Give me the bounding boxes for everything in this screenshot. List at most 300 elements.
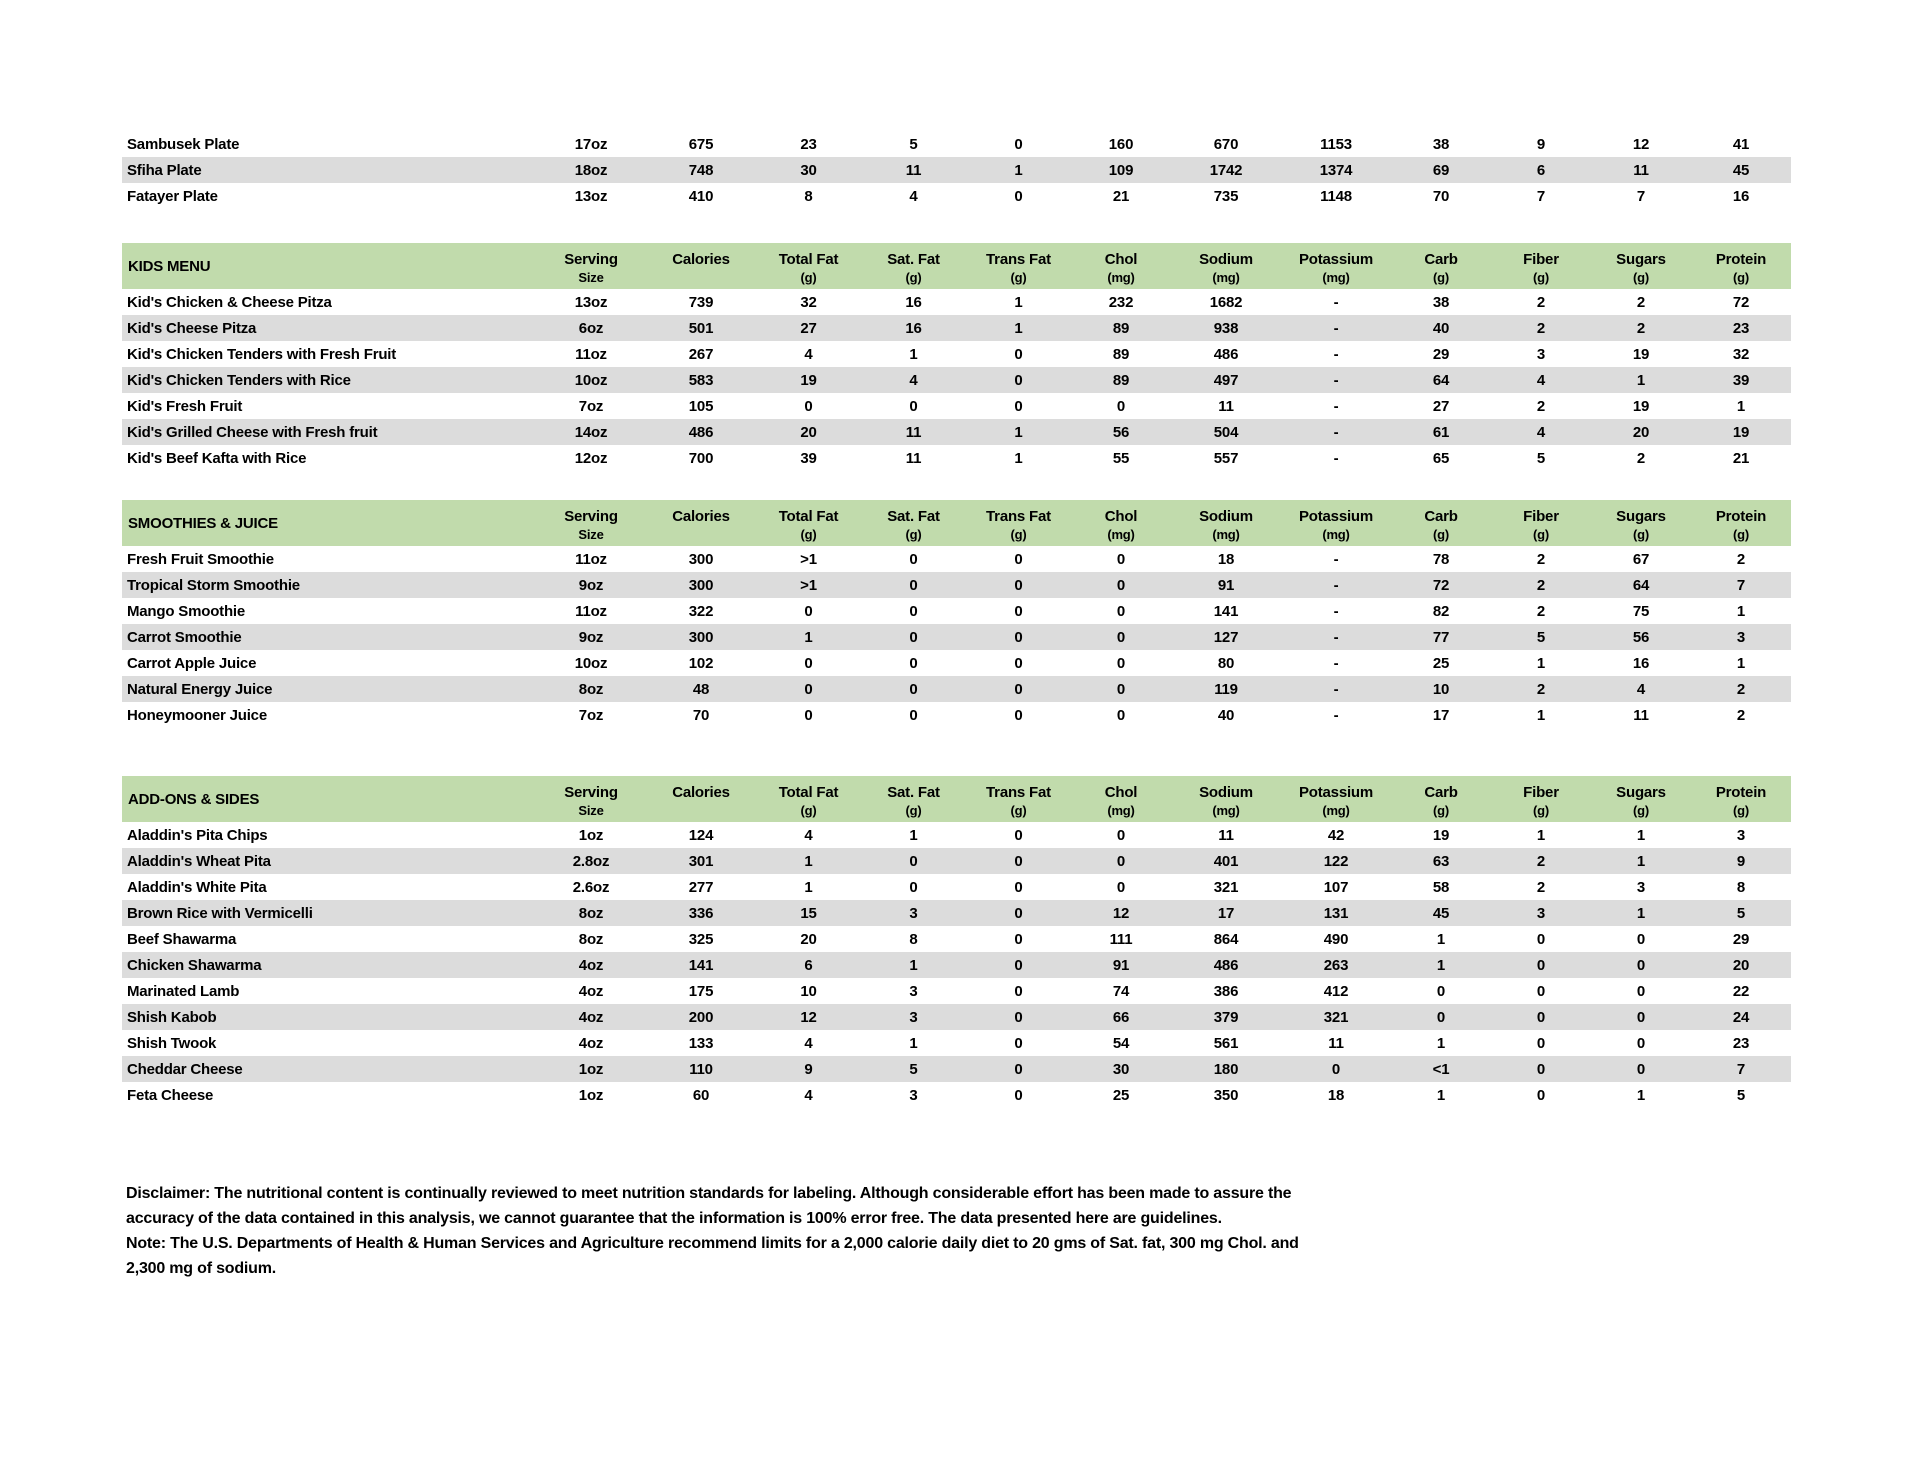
column-header: Total Fat (g) [756, 776, 861, 822]
value-cell: 127 [1171, 624, 1281, 650]
column-header: Sugars (g) [1591, 500, 1691, 546]
value-cell: 6 [756, 952, 861, 978]
value-cell: 42 [1327, 826, 1345, 844]
column-header: Carb (g) [1391, 500, 1491, 546]
table-row [122, 157, 1791, 183]
value-cell: 0 [1591, 1004, 1691, 1030]
value-cell: 4 [1491, 367, 1591, 393]
value-cell: 7 [1691, 1056, 1791, 1082]
value-cell: 0 [1536, 930, 1546, 948]
table-row [122, 952, 1791, 978]
value-cell: 0 [1014, 654, 1023, 672]
value-cell: 80 [1217, 654, 1235, 672]
value-cell: 0 [909, 878, 918, 896]
value-cell: 58 [1432, 878, 1450, 896]
item-name: Kid's Chicken Tenders with Rice [122, 367, 536, 393]
value-cell: 0 [1491, 1004, 1591, 1030]
table-row [122, 676, 1791, 702]
value-cell: 69 [1391, 157, 1491, 183]
value-cell: 0 [1591, 952, 1691, 978]
value-cell: 2.6oz [572, 878, 610, 896]
value-cell: 0 [1536, 1086, 1546, 1104]
value-cell: 11oz [575, 550, 607, 568]
column-header: Protein (g) [1691, 243, 1791, 289]
value-cell: 16 [1732, 187, 1750, 205]
section-header-row [122, 500, 1791, 546]
value-cell: 141 [646, 952, 756, 978]
value-cell: 8 [804, 187, 813, 205]
value-cell: 45 [1691, 157, 1791, 183]
value-cell: 0 [966, 624, 1071, 650]
column-header: Carb (g) [1391, 243, 1491, 289]
item-name: Brown Rice with Vermicelli [122, 900, 536, 926]
column-header: Sat. Fat (g) [861, 500, 966, 546]
column-header: Fiber (g) [1491, 500, 1591, 546]
value-cell: 10oz [536, 367, 646, 393]
table-row [122, 393, 1791, 419]
table-row [122, 367, 1791, 393]
value-cell: 739 [688, 293, 714, 311]
value-cell: 20 [1591, 419, 1691, 445]
table-row [122, 546, 1791, 572]
value-cell: >1 [800, 550, 817, 568]
column-header: Chol (mg) [1071, 776, 1171, 822]
value-cell: 0 [804, 602, 813, 620]
table-row [122, 978, 1791, 1004]
value-cell: 122 [1281, 848, 1391, 874]
value-cell: 748 [646, 157, 756, 183]
value-cell: 301 [646, 848, 756, 874]
value-cell: 4oz [578, 1034, 604, 1052]
value-cell: 1 [1436, 1086, 1446, 1104]
value-cell: 0 [966, 900, 1071, 926]
value-cell: 20 [756, 419, 861, 445]
value-cell: 2 [1536, 293, 1546, 311]
value-cell: 3 [909, 1086, 918, 1104]
value-cell: 0 [1014, 345, 1023, 363]
item-name: Fresh Fruit Smoothie [127, 550, 274, 568]
value-cell: 3 [1691, 624, 1791, 650]
value-cell: 1 [1591, 900, 1691, 926]
value-cell: 4 [909, 187, 918, 205]
column-header: Sodium (mg) [1171, 776, 1281, 822]
value-cell: 1 [1736, 602, 1746, 620]
value-cell: 11 [861, 419, 966, 445]
table-row [122, 183, 1791, 209]
value-cell: 401 [1171, 848, 1281, 874]
value-cell: 0 [1591, 1056, 1691, 1082]
value-cell: 8oz [578, 930, 604, 948]
column-header: Chol (mg) [1071, 243, 1171, 289]
column-header: Sat. Fat (g) [861, 776, 966, 822]
value-cell: 336 [646, 900, 756, 926]
value-cell: 0 [966, 572, 1071, 598]
value-cell: 0 [1014, 826, 1023, 844]
value-cell: 1 [966, 315, 1071, 341]
nutrition-tables-container [0, 131, 1920, 1108]
value-cell: 72 [1391, 572, 1491, 598]
value-cell: - [1333, 706, 1339, 724]
value-cell: 6oz [536, 315, 646, 341]
value-cell: 9 [1691, 848, 1791, 874]
value-cell: 0 [1116, 826, 1126, 844]
value-cell: 1148 [1320, 187, 1352, 205]
value-cell: 561 [1213, 1034, 1239, 1052]
value-cell: 4oz [536, 952, 646, 978]
value-cell: 0 [1636, 1034, 1646, 1052]
value-cell: 8 [1736, 878, 1746, 896]
value-cell: 61 [1391, 419, 1491, 445]
value-cell: 938 [1171, 315, 1281, 341]
value-cell: 18oz [536, 157, 646, 183]
value-cell: 12 [1071, 900, 1171, 926]
value-cell: 1 [1736, 654, 1746, 672]
value-cell: 70 [692, 706, 710, 724]
value-cell: 56 [1071, 419, 1171, 445]
value-cell: <1 [1391, 1056, 1491, 1082]
value-cell: 38 [1432, 135, 1450, 153]
value-cell: - [1333, 397, 1339, 415]
value-cell: 1 [1591, 848, 1691, 874]
value-cell: 0 [1014, 550, 1023, 568]
value-cell: 22 [1732, 982, 1750, 1000]
value-cell: 0 [1071, 624, 1171, 650]
value-cell: 12 [756, 1004, 861, 1030]
value-cell: 9 [1536, 135, 1546, 153]
value-cell: 5 [1736, 1086, 1746, 1104]
value-cell: 0 [804, 397, 813, 415]
table-row [122, 445, 1791, 471]
value-cell: 2 [1536, 878, 1546, 896]
value-cell: 0 [1436, 982, 1446, 1000]
value-cell: 1 [1014, 293, 1023, 311]
value-cell: 0 [1536, 982, 1546, 1000]
item-name: Kid's Fresh Fruit [127, 397, 243, 415]
value-cell: 8oz [536, 900, 646, 926]
value-cell: 78 [1432, 550, 1450, 568]
value-cell: 0 [1071, 676, 1171, 702]
column-header: Sodium (mg) [1171, 500, 1281, 546]
value-cell: 2 [1736, 706, 1746, 724]
value-cell: 0 [1014, 602, 1023, 620]
section-header-row [122, 776, 1791, 822]
value-cell: - [1333, 449, 1339, 467]
value-cell: - [1333, 602, 1339, 620]
value-cell: 20 [800, 930, 817, 948]
value-cell: 124 [688, 826, 714, 844]
value-cell: 63 [1391, 848, 1491, 874]
value-cell: 56 [1591, 624, 1691, 650]
value-cell: 5 [909, 135, 918, 153]
value-cell: 25 [1432, 654, 1450, 672]
item-name: Kid's Beef Kafta with Rice [127, 449, 307, 467]
value-cell: 2 [1691, 676, 1791, 702]
value-cell: 0 [756, 676, 861, 702]
column-header: Total Fat (g) [756, 243, 861, 289]
value-cell: 1 [804, 878, 813, 896]
value-cell: 45 [1391, 900, 1491, 926]
value-cell: 16 [1632, 654, 1650, 672]
value-cell: 17 [1432, 706, 1450, 724]
value-cell: 0 [966, 676, 1071, 702]
value-cell: 9 [756, 1056, 861, 1082]
value-cell: 379 [1171, 1004, 1281, 1030]
value-cell: 40 [1217, 706, 1235, 724]
item-name: Kid's Grilled Cheese with Fresh fruit [122, 419, 536, 445]
value-cell: 5 [861, 1056, 966, 1082]
value-cell: 0 [1116, 602, 1126, 620]
item-name: Aladdin's White Pita [127, 878, 267, 896]
value-cell: 0 [1014, 930, 1023, 948]
disclaimer-line: 2,300 mg of sodium. [126, 1260, 277, 1277]
column-header: Trans Fat (g) [966, 243, 1071, 289]
value-cell: 10oz [574, 654, 608, 672]
value-cell: 3 [1536, 345, 1546, 363]
value-cell: 7 [1636, 187, 1646, 205]
table-row [122, 1030, 1791, 1056]
value-cell: 1 [966, 419, 1071, 445]
value-cell: 91 [1071, 952, 1171, 978]
value-cell: 133 [688, 1034, 714, 1052]
column-header: Calories [646, 500, 756, 546]
value-cell: 1153 [1320, 135, 1352, 153]
value-cell: 700 [688, 449, 714, 467]
value-cell: 7 [1691, 572, 1791, 598]
column-header: Serving Size [536, 243, 646, 289]
value-cell: 3 [1736, 826, 1746, 844]
section-table-add-ons-sides [122, 776, 1791, 1108]
value-cell: 321 [1281, 1004, 1391, 1030]
value-cell: 0 [1281, 1056, 1391, 1082]
value-cell: 18 [1217, 550, 1235, 568]
value-cell: 1oz [578, 826, 604, 844]
value-cell: 89 [1071, 367, 1171, 393]
value-cell: 39 [800, 449, 817, 467]
value-cell: 70 [1432, 187, 1450, 205]
value-cell: 160 [1108, 135, 1134, 153]
item-name: Shish Twook [127, 1034, 217, 1052]
disclaimer-line: Disclaimer: The nutritional content is continually reviewed to meet nutrition standards for labeling. Although considerable effort has been made to assure the [126, 1185, 1292, 1202]
value-cell: 0 [1014, 706, 1023, 724]
value-cell: 0 [1116, 706, 1126, 724]
value-cell: 2 [1491, 315, 1591, 341]
value-cell: 11 [1218, 826, 1234, 844]
value-cell: - [1281, 367, 1391, 393]
value-cell: 21 [1112, 187, 1130, 205]
value-cell: 0 [861, 572, 966, 598]
table-row [122, 315, 1791, 341]
value-cell: 0 [1391, 1004, 1491, 1030]
value-cell: 5 [1536, 449, 1546, 467]
table-row [122, 1056, 1791, 1082]
value-cell: 300 [646, 572, 756, 598]
table-row [122, 572, 1791, 598]
value-cell: 0 [1014, 187, 1023, 205]
value-cell: 2 [1591, 315, 1691, 341]
value-cell: 10 [800, 982, 817, 1000]
value-cell: 0 [909, 654, 918, 672]
table-row [122, 289, 1791, 315]
value-cell: 0 [1536, 1034, 1546, 1052]
value-cell: 11 [1591, 157, 1691, 183]
value-cell: 0 [1636, 982, 1646, 1000]
value-cell: - [1281, 419, 1391, 445]
value-cell: 1 [966, 157, 1071, 183]
value-cell: 105 [688, 397, 714, 415]
value-cell: 7oz [578, 706, 604, 724]
value-cell: 412 [1323, 982, 1349, 1000]
value-cell: 1682 [1209, 293, 1243, 311]
value-cell: 0 [1014, 1034, 1023, 1052]
value-cell: 2 [1491, 572, 1591, 598]
value-cell: 4 [804, 345, 813, 363]
table-row [122, 1082, 1791, 1108]
value-cell: 0 [861, 848, 966, 874]
value-cell: 1 [756, 848, 861, 874]
value-cell: 16 [905, 293, 922, 311]
value-cell: 263 [1281, 952, 1391, 978]
value-cell: 66 [1071, 1004, 1171, 1030]
value-cell: 141 [1213, 602, 1239, 620]
value-cell: 0 [1014, 878, 1023, 896]
value-cell: 17oz [574, 135, 608, 153]
value-cell: 3 [1491, 900, 1591, 926]
item-name: Feta Cheese [127, 1086, 214, 1104]
value-cell: 2 [1536, 550, 1546, 568]
value-cell: 200 [646, 1004, 756, 1030]
disclaimer-line: accuracy of the data contained in this analysis, we cannot guarantee that the information is 100% error free. The data presented here are guidelines. [126, 1210, 1222, 1227]
value-cell: 300 [646, 624, 756, 650]
value-cell: - [1281, 624, 1391, 650]
value-cell: 110 [646, 1056, 756, 1082]
value-cell: 1 [1536, 706, 1546, 724]
value-cell: 11 [1633, 706, 1649, 724]
item-name: Mango Smoothie [127, 602, 246, 620]
value-cell: 11 [905, 449, 922, 467]
value-cell: 0 [1636, 930, 1646, 948]
value-cell: 64 [1391, 367, 1491, 393]
value-cell: 20 [1691, 952, 1791, 978]
column-header: Sodium (mg) [1171, 243, 1281, 289]
value-cell: 9oz [536, 624, 646, 650]
value-cell: 29 [1732, 930, 1750, 948]
value-cell: 72 [1732, 293, 1750, 311]
table-row [122, 926, 1791, 952]
value-cell: 11 [861, 157, 966, 183]
item-name: Honeymooner Juice [127, 706, 267, 724]
value-cell: 19 [1432, 826, 1450, 844]
value-cell: 11 [1328, 1034, 1344, 1052]
value-cell: 16 [861, 315, 966, 341]
value-cell: 60 [692, 1086, 710, 1104]
value-cell: 9oz [536, 572, 646, 598]
value-cell: - [1333, 550, 1339, 568]
item-name: Chicken Shawarma [122, 952, 536, 978]
value-cell: 0 [1116, 878, 1126, 896]
value-cell: 0 [1014, 135, 1023, 153]
value-cell: 1 [909, 345, 918, 363]
value-cell: 0 [966, 848, 1071, 874]
table-row [122, 650, 1791, 676]
value-cell: 0 [1491, 952, 1591, 978]
item-name: Kid's Cheese Pitza [122, 315, 536, 341]
item-name: Aladdin's Pita Chips [127, 826, 268, 844]
column-header: Serving Size [536, 500, 646, 546]
value-cell: 54 [1112, 1034, 1130, 1052]
value-cell: 180 [1171, 1056, 1281, 1082]
value-cell: 0 [804, 706, 813, 724]
value-cell: 1oz [578, 1086, 604, 1104]
value-cell: 1 [1591, 367, 1691, 393]
column-header: Potassium (mg) [1281, 243, 1391, 289]
value-cell: 267 [688, 345, 714, 363]
value-cell: 1 [1736, 397, 1746, 415]
value-cell: 0 [861, 624, 966, 650]
table-row [122, 874, 1791, 900]
value-cell: 0 [909, 602, 918, 620]
value-cell: 75 [1632, 602, 1650, 620]
value-cell: 11oz [575, 602, 607, 620]
value-cell: 557 [1213, 449, 1239, 467]
column-header: Fiber (g) [1491, 776, 1591, 822]
value-cell: 410 [688, 187, 714, 205]
value-cell: 4 [804, 1034, 813, 1052]
value-cell: 11 [1218, 397, 1234, 415]
value-cell: 67 [1632, 550, 1650, 568]
section-title: KIDS MENU [122, 243, 536, 289]
value-cell: - [1281, 572, 1391, 598]
value-cell: 1 [1014, 449, 1023, 467]
column-header: Calories [646, 776, 756, 822]
value-cell: 7oz [578, 397, 604, 415]
value-cell: 3 [909, 982, 918, 1000]
table-row [122, 598, 1791, 624]
table-row [122, 624, 1791, 650]
value-cell: 386 [1213, 982, 1239, 1000]
value-cell: 670 [1213, 135, 1239, 153]
value-cell: 12oz [574, 449, 608, 467]
value-cell: 2 [1536, 602, 1546, 620]
value-cell: 30 [756, 157, 861, 183]
column-header: Sat. Fat (g) [861, 243, 966, 289]
item-name: Sambusek Plate [127, 135, 240, 153]
value-cell: 1 [1436, 1034, 1446, 1052]
value-cell: 27 [756, 315, 861, 341]
value-cell: 11oz [575, 345, 607, 363]
value-cell: 19 [1691, 419, 1791, 445]
value-cell: 89 [1112, 345, 1130, 363]
value-cell: 82 [1432, 602, 1450, 620]
value-cell: 131 [1281, 900, 1391, 926]
value-cell: 25 [1112, 1086, 1130, 1104]
value-cell: 15 [756, 900, 861, 926]
table-row [122, 822, 1791, 848]
item-name: Tropical Storm Smoothie [122, 572, 536, 598]
value-cell: 1 [909, 1034, 918, 1052]
value-cell: 583 [646, 367, 756, 393]
value-cell: 30 [1071, 1056, 1171, 1082]
value-cell: 24 [1691, 1004, 1791, 1030]
value-cell: 300 [688, 550, 714, 568]
item-name: Natural Energy Juice [122, 676, 536, 702]
value-cell: 0 [966, 1004, 1071, 1030]
section-table-kids-menu [122, 243, 1791, 471]
value-cell: - [1333, 654, 1339, 672]
section-header-row [122, 243, 1791, 289]
column-header: Trans Fat (g) [966, 776, 1071, 822]
item-name: Marinated Lamb [127, 982, 240, 1000]
value-cell: 2 [1736, 550, 1746, 568]
